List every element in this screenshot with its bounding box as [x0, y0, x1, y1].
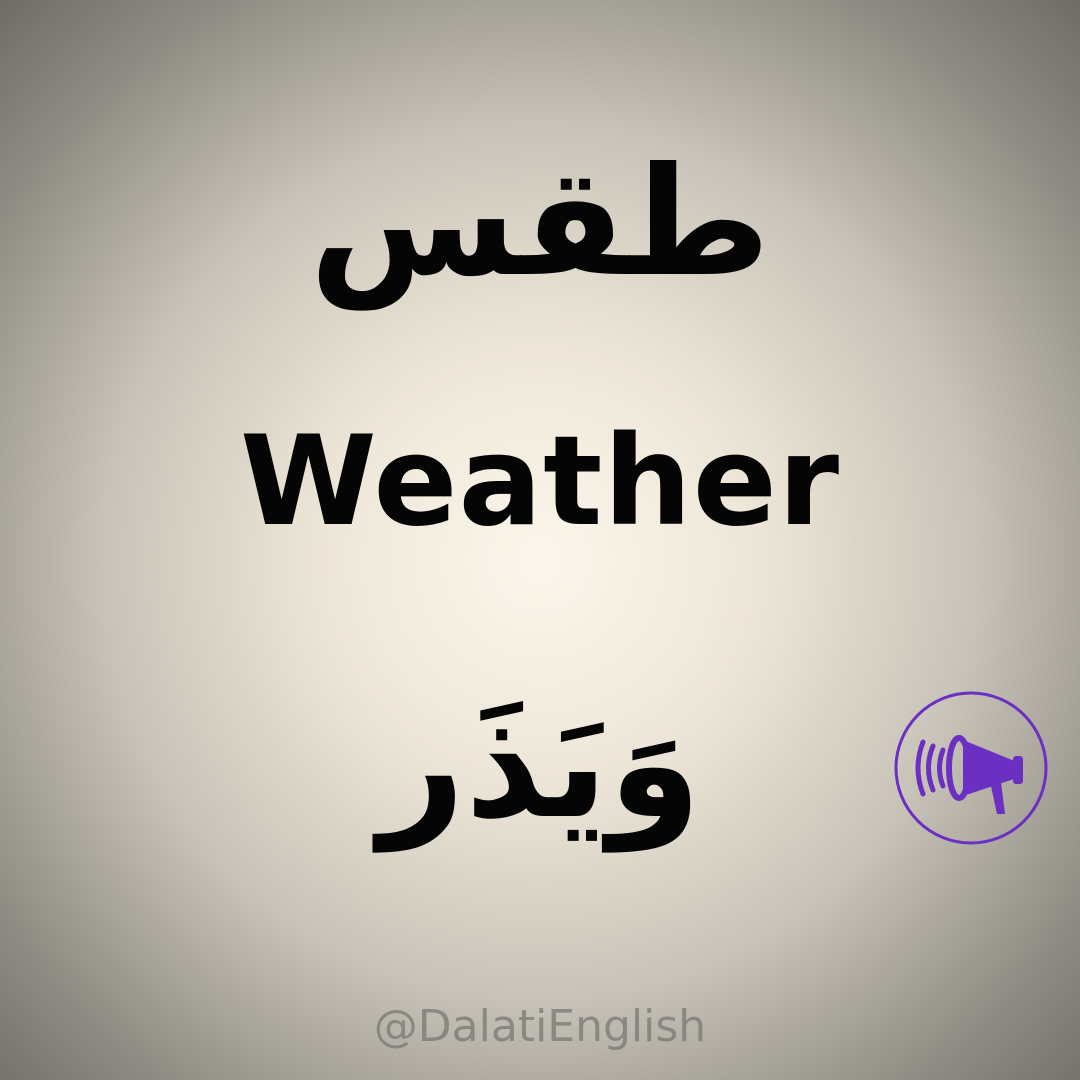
arabic-pronunciation: وَيَذَر [378, 678, 702, 852]
english-word: Weather [240, 410, 840, 554]
megaphone-icon [893, 690, 1049, 846]
watermark-handle: @DalatiEnglish [373, 1001, 707, 1052]
arabic-translation: طقس [309, 136, 771, 310]
pronunciation-audio-button[interactable] [893, 690, 1049, 846]
